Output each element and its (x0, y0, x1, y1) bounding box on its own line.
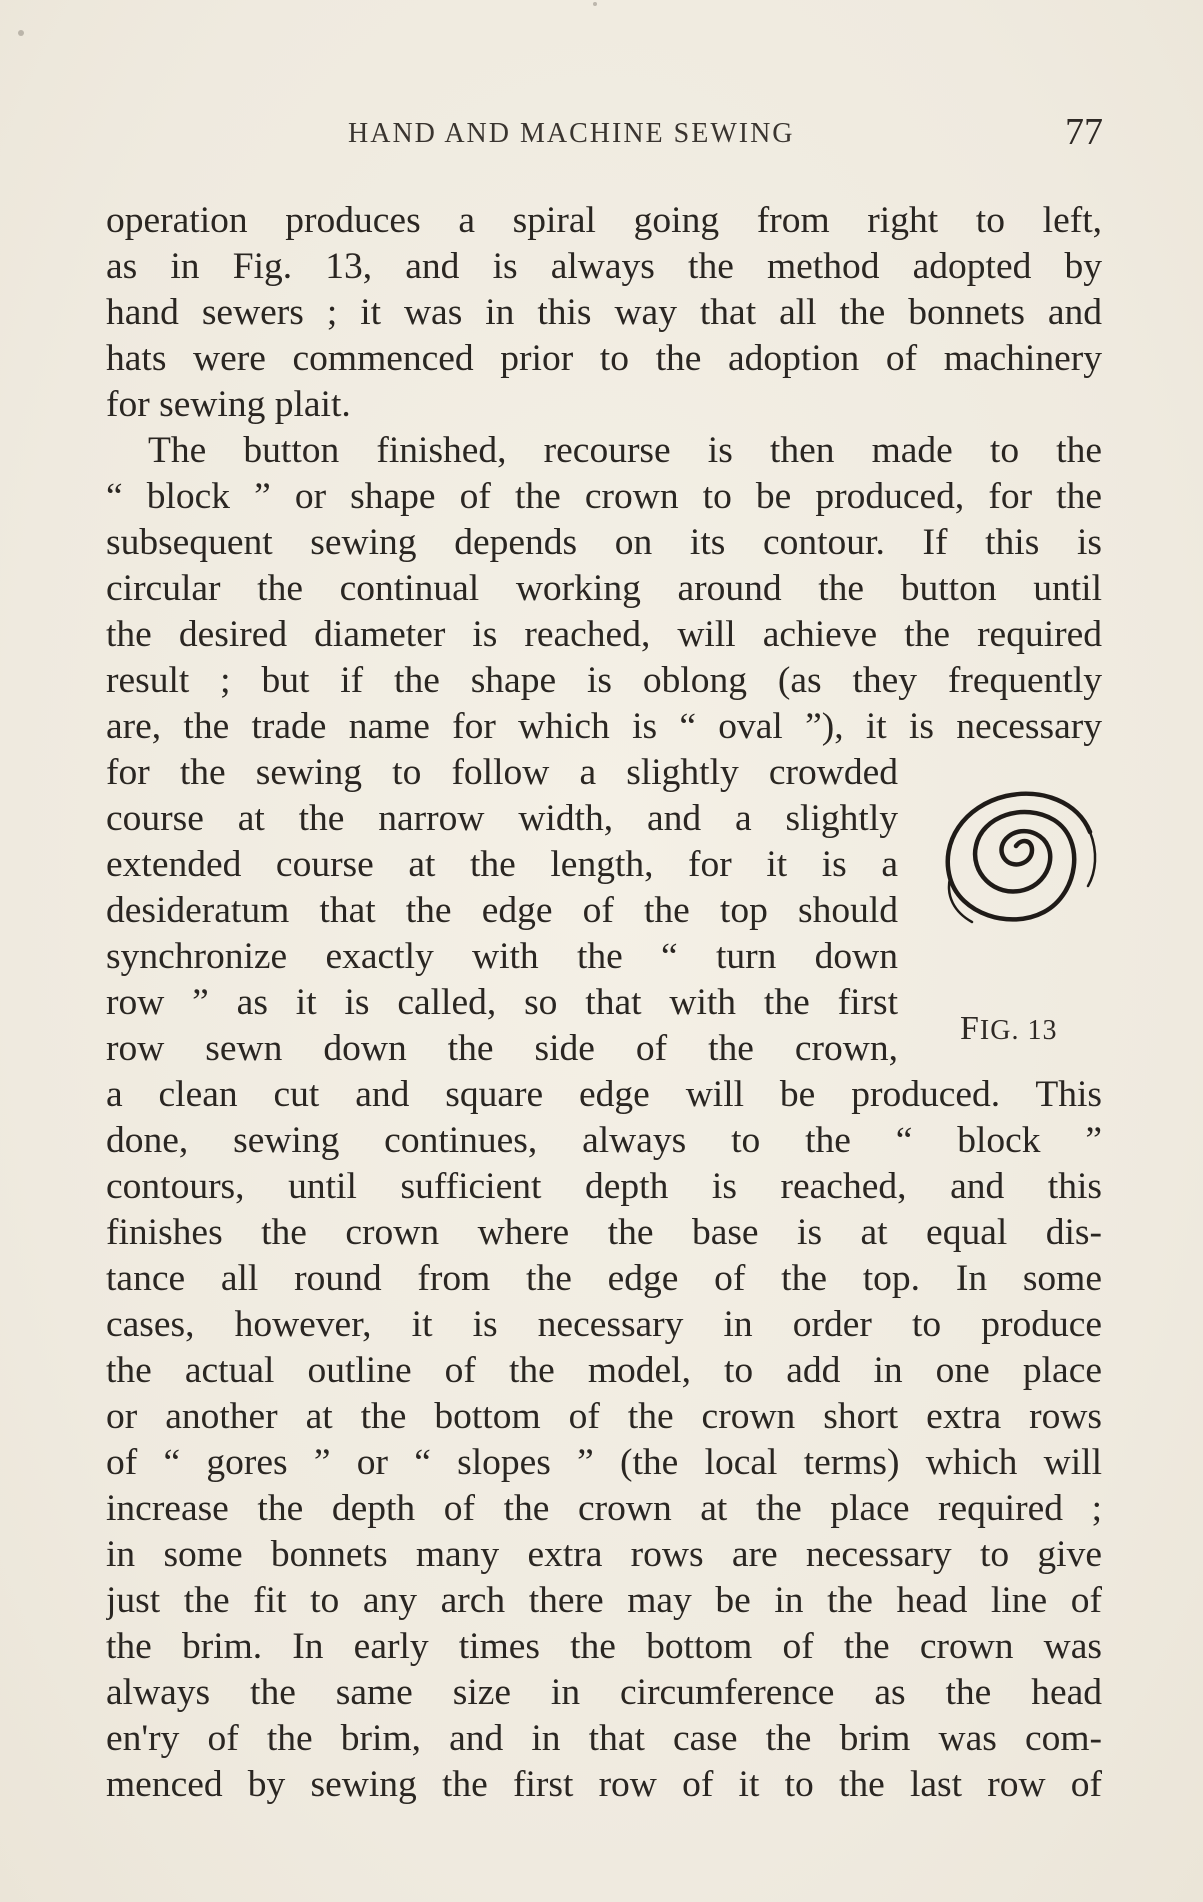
text-line: just the fit to any arch there may be in the head line of (106, 1580, 1102, 1621)
text-line: or another at the bottom of the crown short extra rows (106, 1396, 1102, 1437)
text-line: in some bonnets many extra rows are necessary to give (106, 1534, 1102, 1575)
running-head: HAND AND MACHINE SEWING (348, 118, 795, 149)
text-line: hand sewers ; it was in this way that all the bonnets and (106, 292, 1102, 333)
text-line: “ block ” or shape of the crown to be produced, for the (106, 476, 1102, 517)
text-line: increase the depth of the crown at the place required ; (106, 1488, 1102, 1529)
text-line: desideratum that the edge of the top should (106, 890, 898, 931)
text-line: subsequent sewing depends on its contour. If this is (106, 522, 1102, 563)
print-speck (18, 30, 24, 36)
text-line: hats were commenced prior to the adoption of machinery (106, 338, 1102, 379)
text-line: course at the narrow width, and a slightly (106, 798, 898, 839)
text-line: a clean cut and square edge will be produced. This (106, 1074, 1102, 1115)
page-number: 77 (1065, 111, 1103, 153)
text-line: for sewing plait. (106, 384, 351, 425)
text-line: always the same size in circumference as the head (106, 1672, 1102, 1713)
text-line: operation produces a spiral going from right to left, (106, 200, 1102, 241)
spiral-icon (920, 786, 1100, 986)
text-line: circular the continual working around the button until (106, 568, 1102, 609)
text-line: finishes the crown where the base is at equal dis- (106, 1212, 1102, 1253)
text-line: tance all round from the edge of the top. In some (106, 1258, 1102, 1299)
text-line: the brim. In early times the bottom of the crown was (106, 1626, 1102, 1667)
text-line: result ; but if the shape is oblong (as they frequently (106, 660, 1102, 701)
print-speck (593, 2, 597, 6)
text-line: The button finished, recourse is then made to the (148, 430, 1102, 471)
figure-caption (960, 1010, 1057, 1048)
text-line: en'ry of the brim, and in that case the brim was com- (106, 1718, 1102, 1759)
text-line: done, sewing continues, always to the “ block ” (106, 1120, 1102, 1161)
text-line: of “ gores ” or “ slopes ” (the local terms) which will (106, 1442, 1102, 1483)
figure-caption-initial: F (960, 1010, 980, 1047)
text-line: extended course at the length, for it is a (106, 844, 898, 885)
figure-13 (920, 786, 1100, 986)
text-line: row sewn down the side of the crown, (106, 1028, 898, 1069)
text-line: are, the trade name for which is “ oval ”), it is necessary (106, 706, 1102, 747)
text-line: as in Fig. 13, and is always the method adopted by (106, 246, 1102, 287)
text-line: contours, until sufficient depth is reached, and this (106, 1166, 1102, 1207)
text-line: menced by sewing the first row of it to the last row of (106, 1764, 1102, 1805)
figure-caption-text: IG. 13 (979, 1015, 1058, 1046)
text-line: row ” as it is called, so that with the first (106, 982, 898, 1023)
text-line: synchronize exactly with the “ turn down (106, 936, 898, 977)
text-line: the actual outline of the model, to add in one place (106, 1350, 1102, 1391)
text-line: for the sewing to follow a slightly crowded (106, 752, 898, 793)
text-line: the desired diameter is reached, will achieve the required (106, 614, 1102, 655)
text-line: cases, however, it is necessary in order to produce (106, 1304, 1102, 1345)
